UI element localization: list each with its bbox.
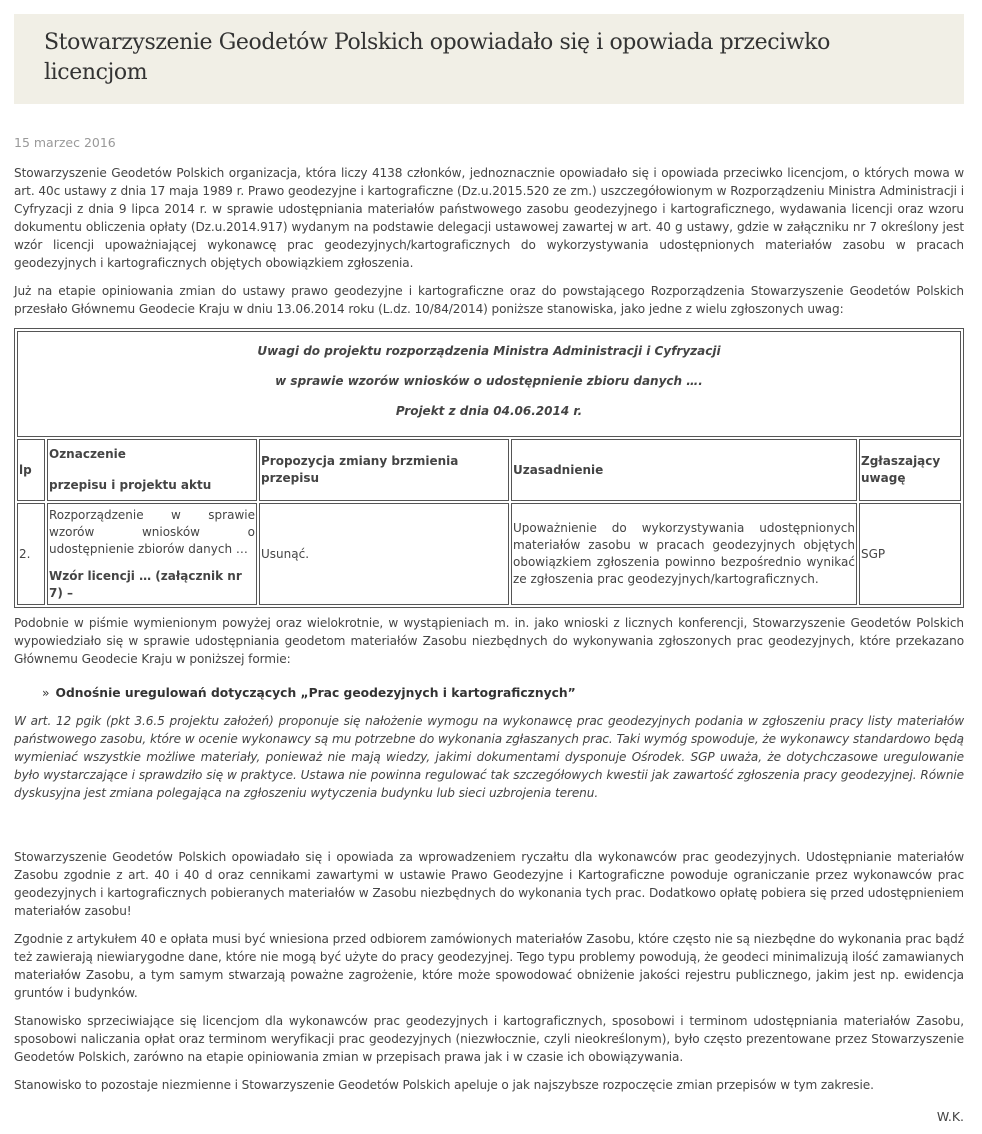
cell-designation	[47, 503, 257, 605]
outro-paragraph-2: Zgodnie z artykułem 40 e opłata musi być wniesiona przed odbiorem zamówionych materiałów Zasobu, które często nie są niezbędne do wykonania prac bądź też zawierają niewiarygodne dane, które nie mogą być użyte do pracy geodezyjnej. Tego typu problemy powodują, że geodeci minimalizują ilość zamawianych materiałów Zasobu, a tym samym stwarzają poważne zagrożenie, które może spowodować obniżenie jakości rejestru publicznego, jakim jest np. ewidencja gruntów i budynków.	[14, 932, 964, 1000]
article-header	[14, 14, 964, 104]
article-title: Stowarzyszenie Geodetów Polskich opowiadało się i opowiada przeciwko licencjom	[44, 30, 830, 85]
intro-paragraph-2: Już na etapie opiniowania zmian do ustawy prawo geodezyjne i kartograficzne oraz do powstającego Rozporządzenia Stowarzyszenie Geodetów Polskich przesłało Głównemu Geodecie Kraju w dniu 13.06.2014 roku (L.dz. 10/84/2014) poniższe stanowiska, jako jedne z wielu zgłoszonych uwag:	[14, 284, 964, 316]
cell-lp: 2.	[17, 503, 45, 605]
quote-paragraph: W art. 12 pgik (pkt 3.6.5 projektu założeń) proponuje się nałożenie wymogu na wykonawcę prac geodezyjnych podania w zgłoszeniu pracy listy materiałów państwowego zasobu, które w ocenie wykonawcy są mu potrzebne do wykonania zgłaszanych prac. Taki wymóg spowoduje, że wykonawcy standardowo będą wymieniać wszystkie możliwe materiały, ponieważ nie mają wiedzy, jakimi dokumentami dysponuje Ośrodek. SGP uważa, że dotychczasowe uregulowanie było wystarczające i sprawdziło się w praktyce. Ustawa nie powinna regulować tak szczegółowych kwestii jak zawartość zgłoszenia pracy geodezyjnej. Równie dyskusyjna jest zmiana polegająca na zgłoszeniu wytyczenia budynku lub sieci uzbrojenia terenu.	[14, 714, 964, 800]
cell-justification: Upoważnienie do wykorzystywania udostępnionych materiałów zasobu w pracach geodezyjnych objętych obowiązkiem zgłoszenia powinno bezpośrednio wynikać ze zgłoszenia prac geodezyjnych/kartograficznych.	[511, 503, 857, 605]
bullet-text: Odnośnie uregulowań dotyczących „Prac geodezyjnych i kartograficznych”	[55, 686, 576, 700]
outro-paragraph-1: Stowarzyszenie Geodetów Polskich opowiadało się i opowiada za wprowadzeniem ryczałtu dla wykonawców prac geodezyjnych. Udostępnianie materiałów Zasobu zgodnie z art. 40 i 40 d oraz cennikami zawartymi w ustawie Prawo Geodezyjne i Kartograficzne powoduje ograniczanie przez wykonawców prac geodezyjnych i kartograficznych pobieranych materiałów w Zasobu niezbędnych do wykonania tych prac. Dodatkowo opłatę pobiera się przed udostępnieniem materiałów zasobu!	[14, 850, 964, 918]
article-date: 15 marzec 2016	[14, 135, 116, 150]
cell-designation-bold: Wzór licencji … (załącznik nr 7) –	[49, 568, 242, 600]
table-row	[17, 503, 961, 605]
outro-paragraph-4: Stanowisko to pozostaje niezmienne i Stowarzyszenie Geodetów Polskich apeluje o jak najszybsze rozpoczęcie zmian przepisów w tym zakresie.	[14, 1078, 874, 1092]
cell-reporter: SGP	[859, 503, 961, 605]
table-header-row	[17, 439, 961, 501]
table-caption-line-1: Uwagi do projektu rozporządzenia Ministra Administracji i Cyfryzacji	[257, 344, 721, 358]
header-lp: lp	[17, 439, 45, 501]
table-caption-row	[17, 331, 961, 437]
intro-paragraph-1: Stowarzyszenie Geodetów Polskich organizacja, która liczy 4138 członków, jednoznacznie opowiadało się i opowiada przeciwko licencjom, o których mowa w art. 40c ustawy z dnia 17 maja 1989 r. Prawo geodezyjne i kartograficzne (Dz.u.2015.520 ze zm.) uszczegółowionym w Rozporządzeniu Ministra Administracji i Cyfryzacji z dnia 9 lipca 2014 r. w sprawie udostępniania materiałów państwowego zasobu geodezyjnego i kartograficznego, wydawania licencji oraz wzoru dokumentu obliczenia opłaty (Dz.u.2014.917) wydanym na podstawie delegacji ustawowej zawartej w art. 40 g ustawy, gdzie w załączniku nr 7 określony jest wzór licencji upoważniającej wykonawcę prac geodezyjnych/kartograficznych do wykorzystywania udostępnionych materiałów zasobu w pracach geodezyjnych i kartograficznych objętych obowiązkiem zgłoszenia.	[14, 166, 964, 270]
signature: W.K.	[936, 1109, 964, 1124]
cell-proposal: Usunąć.	[259, 503, 509, 605]
header-reporter: Zgłaszający uwagę	[859, 439, 961, 501]
table-caption-line-2: w sprawie wzorów wniosków o udostępnienie zbioru danych ….	[275, 374, 703, 388]
table-caption-line-3: Projekt z dnia 04.06.2014 r.	[395, 404, 583, 418]
bullet-item	[42, 684, 964, 702]
header-designation-line-1: Oznaczenie	[49, 447, 126, 461]
header-designation	[47, 439, 257, 501]
header-justification: Uzasadnienie	[511, 439, 857, 501]
proposal-table	[14, 328, 964, 608]
header-proposal: Propozycja zmiany brzmienia przepisu	[259, 439, 509, 501]
header-designation-line-2: przepisu i projektu aktu	[49, 478, 212, 492]
chevron-right-icon: »	[42, 686, 50, 700]
cell-designation-text: Rozporządzenie w sprawie wzorów wniosków o udostępnienie zbiorów danych …	[49, 507, 255, 556]
table-caption	[17, 331, 961, 437]
outro-paragraph-3: Stanowisko sprzeciwiające się licencjom dla wykonawców prac geodezyjnych i kartograficznych, sposobowi i terminom udostępniania materiałów Zasobu, sposobowi naliczania opłat oraz terminom weryfikacji prac geodezyjnych (niezwłocznie, czyli nieokreślonym), było często prezentowane przez Stowarzyszenie Geodetów Polskich, zarówno na etapie opiniowania zmian w przepisach prawa jak i w czasie ich obowiązywania.	[14, 1014, 964, 1064]
article-body	[14, 133, 964, 1126]
paragraph-after-table: Podobnie w piśmie wymienionym powyżej oraz wielokrotnie, w wystąpieniach m. in. jako wnioski z licznych konferencji, Stowarzyszenie Geodetów Polskich wypowiedziało się w sprawie udostępniania geodetom materiałów Zasobu niezbędnych do wykonywania zgłoszonych prac geodezyjnych, które przekazano Głównemu Geodecie Kraju w poniższej formie:	[14, 616, 964, 666]
